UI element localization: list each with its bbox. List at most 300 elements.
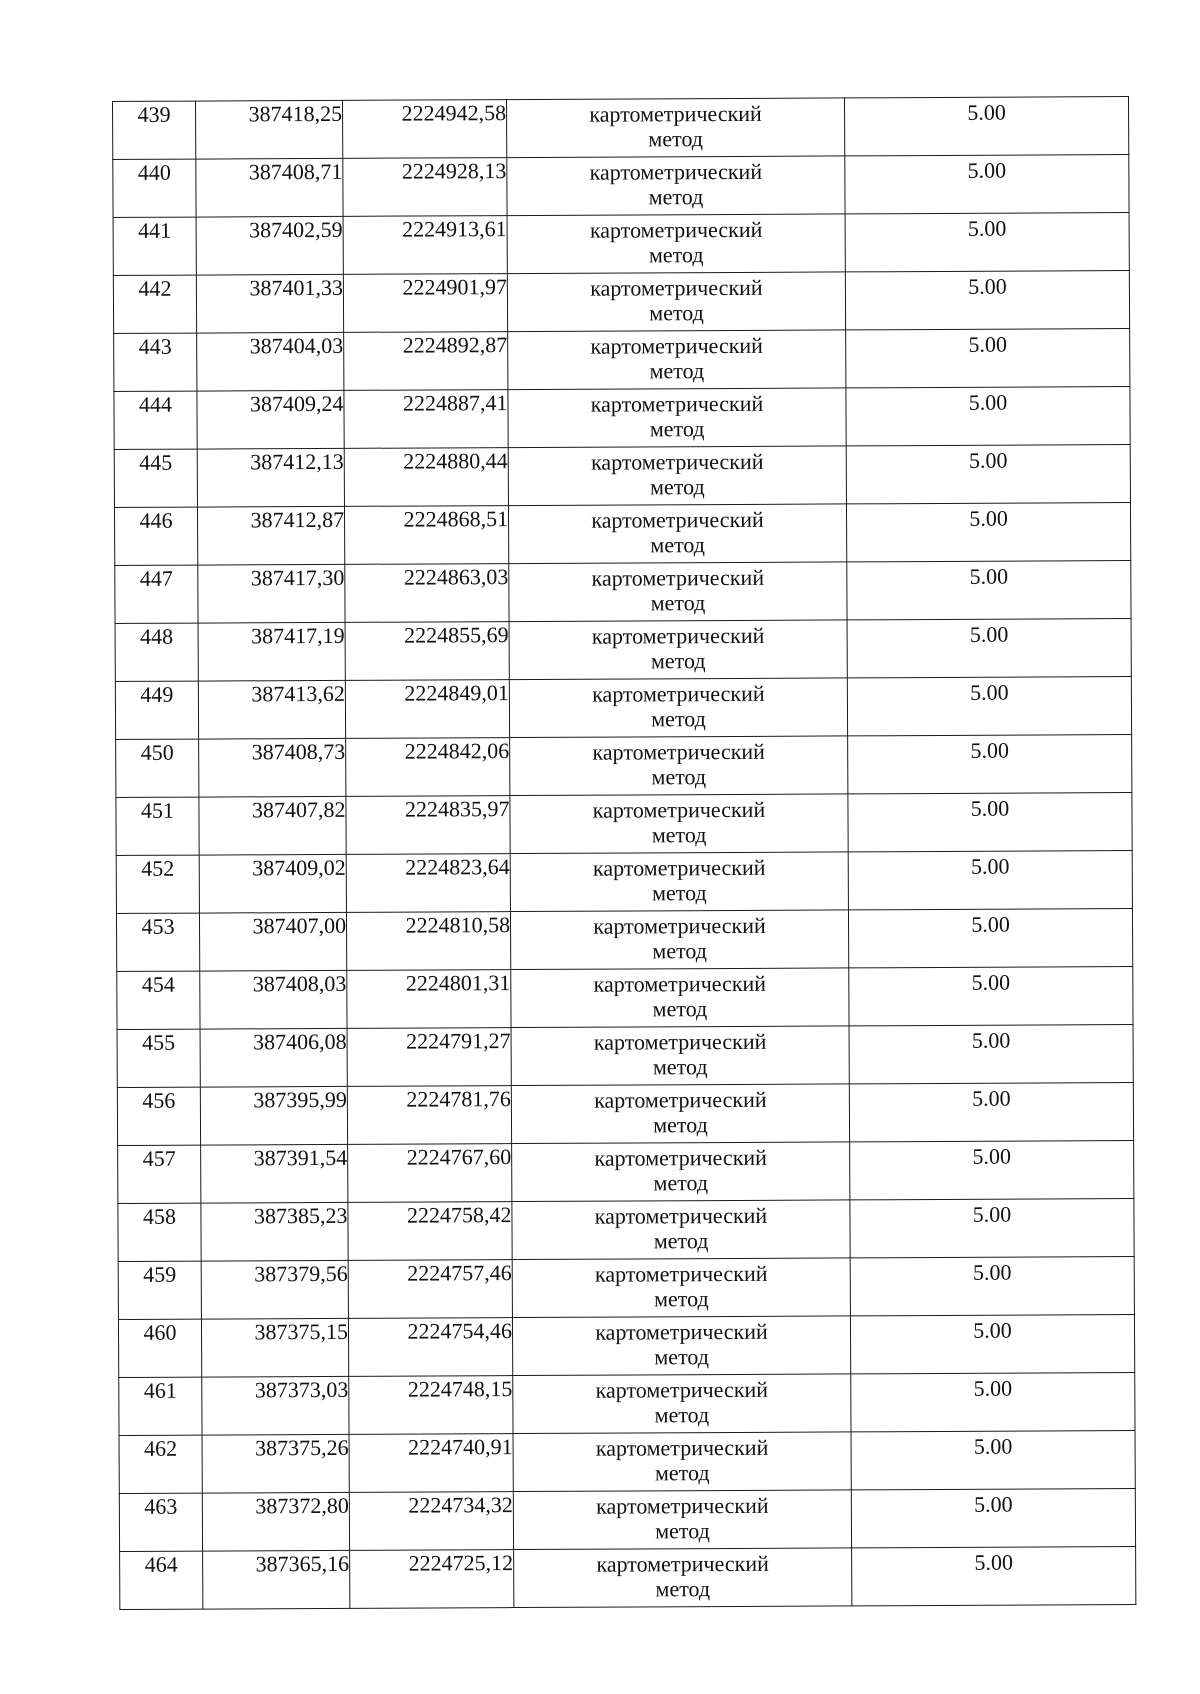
method-line-1: картометрический: [593, 970, 767, 997]
y-coordinate: 2224849,01: [404, 680, 509, 706]
point-number-cell: [116, 913, 199, 971]
table-row: [116, 851, 1132, 914]
x-coordinate-cell: [197, 332, 344, 391]
accuracy-value: 5.00: [972, 1085, 1011, 1111]
method-line-1: картометрический: [592, 854, 766, 881]
y-coordinate: 2224758,42: [406, 1202, 512, 1228]
y-coordinate: 2224801,31: [405, 970, 511, 996]
x-coordinate-cell: [196, 274, 343, 333]
y-coordinate: 2224835,97: [404, 796, 510, 822]
point-number-cell: [114, 507, 197, 565]
x-coordinate-cell: [199, 912, 346, 971]
method-cell: [512, 1200, 850, 1260]
y-coordinate-cell: [345, 564, 509, 623]
accuracy-cell: [848, 909, 1132, 968]
accuracy-cell: [847, 561, 1131, 620]
point-number: 456: [142, 1087, 176, 1113]
point-number-cell: [120, 1551, 203, 1609]
point-number-cell: [116, 797, 199, 855]
accuracy-cell: [848, 851, 1132, 910]
y-coordinate: 2224868,51: [403, 506, 509, 532]
y-coordinate: 2224913,61: [402, 216, 507, 242]
table-row: [117, 1083, 1133, 1146]
point-number-cell: [118, 1261, 201, 1319]
y-coordinate: 2224863,03: [403, 564, 509, 590]
table-row: [119, 1431, 1135, 1494]
point-number-cell: [118, 1319, 201, 1377]
accuracy-value: 5.00: [971, 969, 1011, 995]
point-number-cell: [118, 1203, 201, 1261]
x-coordinate: 387401,33: [249, 274, 343, 301]
y-coordinate-cell: [349, 1376, 513, 1435]
accuracy-cell: [849, 967, 1133, 1026]
table-row: [115, 677, 1131, 740]
x-coordinate-cell: [200, 1028, 347, 1087]
x-coordinate: 387406,08: [253, 1028, 347, 1055]
x-coordinate: 387407,00: [252, 912, 347, 939]
point-number: 461: [143, 1377, 177, 1403]
accuracy-cell: [849, 1025, 1133, 1084]
x-coordinate-cell: [203, 1550, 350, 1609]
accuracy-cell: [844, 97, 1128, 156]
point-number-cell: [119, 1435, 202, 1493]
x-coordinate: 387395,99: [253, 1086, 347, 1113]
x-coordinate-cell: [198, 564, 345, 623]
point-number: 440: [137, 159, 171, 185]
y-coordinate-cell: [347, 1086, 511, 1145]
accuracy-value: 5.00: [973, 1317, 1012, 1343]
x-coordinate: 387412,13: [250, 448, 344, 475]
method-line-2: метод: [653, 1170, 709, 1196]
method-line-2: метод: [655, 1576, 711, 1602]
method-line-2: метод: [655, 1518, 710, 1544]
point-number: 454: [141, 971, 175, 997]
y-coordinate: 2224901,97: [402, 274, 507, 300]
accuracy-cell: [845, 213, 1129, 272]
method-line-2: метод: [650, 532, 706, 558]
method-line-1: картометрический: [594, 1202, 768, 1229]
method-line-2: метод: [648, 242, 704, 268]
point-number-cell: [117, 1087, 200, 1145]
point-number-cell: [116, 739, 199, 797]
method-cell: [508, 388, 846, 448]
y-coordinate: 2224748,15: [407, 1376, 513, 1402]
y-coordinate-cell: [347, 1028, 511, 1087]
method-line-2: метод: [654, 1460, 710, 1486]
y-coordinate-cell: [345, 680, 509, 739]
table-row: [120, 1547, 1136, 1610]
method-line-1: картометрический: [595, 1376, 769, 1403]
accuracy-value: 5.00: [971, 1027, 1011, 1053]
table-row: [113, 97, 1129, 160]
method-line-2: метод: [650, 590, 706, 616]
table-row: [118, 1199, 1134, 1262]
method-line-1: картометрический: [589, 100, 762, 127]
method-line-2: метод: [651, 764, 707, 790]
accuracy-cell: [848, 735, 1132, 794]
method-line-2: метод: [652, 880, 707, 906]
method-line-1: картометрический: [595, 1318, 768, 1345]
point-number-cell: [113, 275, 196, 333]
accuracy-value: 5.00: [970, 795, 1010, 821]
method-line-1: картометрический: [590, 390, 764, 417]
accuracy-cell: [847, 677, 1131, 736]
accuracy-value: 5.00: [972, 1143, 1011, 1169]
table-row: [116, 735, 1132, 798]
table-row: [118, 1315, 1134, 1378]
x-coordinate-cell: [197, 506, 344, 565]
method-cell: [512, 1316, 850, 1376]
accuracy-cell: [849, 1083, 1133, 1142]
accuracy-value: 5.00: [974, 1549, 1013, 1575]
point-number: 452: [141, 855, 175, 881]
method-line-1: картометрический: [592, 738, 765, 765]
y-coordinate: 2224757,46: [407, 1260, 512, 1286]
y-coordinate: 2224823,64: [405, 854, 510, 880]
x-coordinate-cell: [199, 738, 346, 797]
point-number: 463: [144, 1493, 178, 1519]
x-coordinate: 387379,56: [254, 1260, 348, 1287]
accuracy-value: 5.00: [970, 737, 1009, 763]
table-row: [118, 1141, 1134, 1204]
accuracy-value: 5.00: [967, 99, 1006, 125]
x-coordinate: 387409,02: [252, 854, 346, 881]
point-number: 439: [137, 101, 171, 127]
y-coordinate: 2224887,41: [402, 390, 508, 416]
accuracy-cell: [850, 1257, 1134, 1316]
accuracy-cell: [851, 1431, 1135, 1490]
accuracy-value: 5.00: [970, 853, 1010, 879]
accuracy-value: 5.00: [967, 215, 1007, 241]
point-number-cell: [113, 159, 196, 217]
method-cell: [511, 968, 849, 1028]
point-number: 458: [142, 1203, 177, 1229]
accuracy-cell: [846, 387, 1130, 446]
table-row: [113, 213, 1129, 276]
method-line-2: метод: [650, 648, 706, 674]
method-cell: [514, 1548, 852, 1608]
point-number-cell: [119, 1493, 202, 1551]
accuracy-cell: [851, 1373, 1135, 1432]
point-number: 459: [143, 1261, 177, 1287]
point-number-cell: [114, 333, 197, 391]
method-line-2: метод: [648, 184, 704, 210]
x-coordinate-cell: [198, 622, 345, 681]
table-row: [117, 1025, 1133, 1088]
x-coordinate: 387408,73: [251, 738, 346, 765]
accuracy-cell: [846, 503, 1130, 562]
method-line-1: картометрический: [590, 448, 764, 475]
method-cell: [513, 1374, 851, 1434]
point-number-cell: [117, 1029, 200, 1087]
x-coordinate-cell: [202, 1434, 349, 1493]
accuracy-value: 5.00: [969, 621, 1009, 647]
y-coordinate-cell: [348, 1202, 512, 1261]
accuracy-value: 5.00: [972, 1259, 1012, 1285]
x-coordinate-cell: [196, 216, 343, 275]
method-cell: [507, 156, 845, 216]
x-coordinate-cell: [197, 448, 344, 507]
table-row: [115, 561, 1131, 624]
x-coordinate: 387417,19: [251, 622, 345, 649]
method-line-2: метод: [649, 416, 705, 442]
accuracy-cell: [846, 445, 1130, 504]
method-cell: [510, 794, 848, 854]
method-line-1: картометрический: [596, 1550, 769, 1577]
accuracy-value: 5.00: [968, 447, 1008, 473]
accuracy-cell: [846, 329, 1130, 388]
point-number-cell: [115, 623, 198, 681]
table-row: [115, 619, 1131, 682]
accuracy-cell: [850, 1141, 1134, 1200]
method-line-1: картометрический: [592, 680, 765, 707]
y-coordinate: 2224928,13: [401, 158, 507, 184]
method-cell: [509, 620, 847, 680]
point-number-cell: [113, 101, 196, 159]
method-cell: [513, 1432, 851, 1492]
y-coordinate-cell: [348, 1144, 512, 1203]
point-number: 462: [144, 1435, 178, 1461]
method-line-1: картометрический: [591, 622, 765, 649]
method-line-2: метод: [653, 1112, 708, 1138]
table-row: [119, 1373, 1135, 1436]
accuracy-cell: [845, 155, 1129, 214]
y-coordinate-cell: [347, 970, 511, 1029]
y-coordinate-cell: [350, 1550, 514, 1609]
point-number: 455: [142, 1029, 176, 1055]
method-line-2: метод: [649, 358, 705, 384]
method-cell: [512, 1142, 850, 1202]
y-coordinate-cell: [343, 274, 507, 333]
y-coordinate-cell: [348, 1260, 512, 1319]
x-coordinate: 387408,03: [252, 970, 347, 997]
method-line-1: картометрический: [594, 1086, 767, 1113]
method-line-1: картометрический: [596, 1492, 769, 1519]
x-coordinate: 387407,82: [251, 796, 346, 823]
x-coordinate: 387385,23: [253, 1202, 348, 1229]
x-coordinate: 387365,16: [255, 1550, 350, 1577]
y-coordinate: 2224725,12: [408, 1550, 514, 1576]
y-coordinate: 2224734,32: [408, 1492, 513, 1518]
method-line-1: картометрический: [594, 1260, 768, 1287]
point-number-cell: [115, 565, 198, 623]
method-line-2: метод: [654, 1402, 710, 1428]
accuracy-value: 5.00: [969, 505, 1008, 531]
x-coordinate: 387372,80: [255, 1492, 349, 1519]
method-line-2: метод: [650, 474, 705, 500]
method-cell: [511, 1084, 849, 1144]
accuracy-value: 5.00: [974, 1491, 1013, 1517]
accuracy-cell: [848, 793, 1132, 852]
accuracy-value: 5.00: [973, 1433, 1013, 1459]
table-row: [119, 1489, 1135, 1552]
y-coordinate-cell: [346, 854, 510, 913]
y-coordinate-cell: [345, 622, 509, 681]
method-line-2: метод: [654, 1344, 709, 1370]
table-row: [113, 155, 1129, 218]
accuracy-value: 5.00: [972, 1201, 1012, 1227]
x-coordinate: 387412,87: [250, 506, 345, 533]
method-line-1: картометрический: [591, 564, 765, 591]
table-row: [118, 1257, 1134, 1320]
method-line-1: картометрический: [590, 274, 763, 301]
x-coordinate: 387409,24: [249, 390, 344, 417]
table-row: [114, 503, 1130, 566]
point-number-cell: [114, 449, 197, 507]
method-line-2: метод: [649, 300, 704, 326]
y-coordinate: 2224842,06: [404, 738, 510, 764]
method-cell: [508, 446, 846, 506]
x-coordinate-cell: [196, 100, 343, 159]
table-row: [114, 329, 1130, 392]
accuracy-value: 5.00: [967, 157, 1007, 183]
method-line-1: картометрический: [589, 158, 763, 185]
method-line-1: картометрический: [590, 332, 763, 359]
method-line-1: картометрический: [595, 1434, 769, 1461]
x-coordinate: 387418,25: [248, 100, 343, 127]
method-cell: [506, 98, 844, 158]
method-line-1: картометрический: [593, 912, 766, 939]
method-cell: [508, 330, 846, 390]
method-cell: [510, 910, 848, 970]
table-row: [116, 793, 1132, 856]
point-number: 441: [138, 217, 172, 243]
x-coordinate: 387404,03: [249, 332, 344, 359]
x-coordinate: 387375,15: [254, 1318, 349, 1345]
method-line-2: метод: [648, 126, 704, 152]
y-coordinate: 2224942,58: [401, 100, 507, 126]
method-cell: [509, 562, 847, 622]
method-cell: [512, 1258, 850, 1318]
point-number-cell: [117, 971, 200, 1029]
point-number: 460: [143, 1319, 177, 1345]
y-coordinate: 2224781,76: [406, 1086, 511, 1112]
point-number: 444: [138, 391, 173, 417]
accuracy-value: 5.00: [971, 911, 1010, 937]
y-coordinate-cell: [343, 158, 507, 217]
x-coordinate-cell: [197, 390, 344, 449]
accuracy-cell: [845, 271, 1129, 330]
table-row: [114, 445, 1130, 508]
method-cell: [511, 1026, 849, 1086]
coordinates-table: [112, 96, 1136, 1610]
method-line-2: метод: [652, 1054, 708, 1080]
method-cell: [509, 678, 847, 738]
x-coordinate-cell: [198, 680, 345, 739]
y-coordinate: 2224791,27: [406, 1028, 511, 1054]
method-line-2: метод: [652, 938, 708, 964]
x-coordinate-cell: [201, 1144, 348, 1203]
x-coordinate-cell: [201, 1202, 348, 1261]
accuracy-value: 5.00: [968, 389, 1008, 415]
y-coordinate: 2224810,58: [405, 912, 511, 938]
point-number-cell: [119, 1377, 202, 1435]
accuracy-value: 5.00: [973, 1375, 1013, 1401]
y-coordinate-cell: [346, 912, 510, 971]
point-number: 445: [139, 449, 173, 475]
point-number-cell: [115, 681, 198, 739]
point-number: 457: [142, 1145, 176, 1171]
table-row: [116, 909, 1132, 972]
x-coordinate-cell: [199, 796, 346, 855]
point-number-cell: [114, 391, 197, 449]
x-coordinate-cell: [196, 158, 343, 217]
x-coordinate-cell: [201, 1260, 348, 1319]
point-number-cell: [113, 217, 196, 275]
method-line-1: картометрический: [589, 216, 763, 243]
point-number: 443: [138, 333, 172, 359]
accuracy-cell: [851, 1489, 1135, 1548]
method-line-1: картометрический: [592, 796, 766, 823]
x-coordinate-cell: [200, 1086, 347, 1145]
point-number: 442: [138, 275, 172, 301]
method-cell: [513, 1490, 851, 1550]
point-number: 450: [140, 739, 174, 765]
accuracy-cell: [850, 1315, 1134, 1374]
point-number: 447: [139, 565, 173, 591]
point-number: 451: [140, 797, 175, 823]
method-cell: [510, 736, 848, 796]
point-number-cell: [116, 855, 199, 913]
method-line-1: картометрический: [593, 1028, 767, 1055]
x-coordinate-cell: [200, 970, 347, 1029]
x-coordinate: 387417,30: [250, 564, 345, 591]
table-body: [113, 97, 1136, 1610]
method-line-2: метод: [654, 1286, 709, 1312]
y-coordinate-cell: [346, 738, 510, 797]
y-coordinate-cell: [344, 332, 508, 391]
y-coordinate-cell: [343, 216, 507, 275]
accuracy-cell: [850, 1199, 1134, 1258]
table-row: [117, 967, 1133, 1030]
y-coordinate: 2224855,69: [404, 622, 509, 648]
accuracy-cell: [852, 1547, 1136, 1606]
accuracy-cell: [847, 619, 1131, 678]
x-coordinate-cell: [202, 1492, 349, 1551]
x-coordinate-cell: [201, 1318, 348, 1377]
method-line-1: картометрический: [594, 1144, 767, 1171]
y-coordinate-cell: [344, 506, 508, 565]
point-number: 448: [140, 623, 174, 649]
method-cell: [510, 852, 848, 912]
accuracy-value: 5.00: [968, 273, 1007, 299]
x-coordinate: 387413,62: [251, 680, 345, 707]
x-coordinate: 387391,54: [253, 1144, 348, 1171]
method-cell: [507, 272, 845, 332]
y-coordinate-cell: [348, 1318, 512, 1377]
x-coordinate: 387373,03: [254, 1376, 349, 1403]
accuracy-value: 5.00: [970, 679, 1009, 705]
x-coordinate: 387375,26: [255, 1434, 349, 1461]
x-coordinate: 387402,59: [249, 216, 343, 243]
y-coordinate-cell: [344, 390, 508, 449]
method-line-2: метод: [651, 706, 706, 732]
method-line-2: метод: [653, 1228, 709, 1254]
point-number: 453: [141, 913, 175, 939]
method-cell: [507, 214, 845, 274]
y-coordinate-cell: [342, 100, 506, 159]
y-coordinate: 2224767,60: [406, 1144, 512, 1170]
y-coordinate: 2224880,44: [403, 448, 508, 474]
accuracy-value: 5.00: [969, 563, 1009, 589]
y-coordinate: 2224754,46: [407, 1318, 513, 1344]
method-line-1: картометрический: [591, 506, 764, 533]
table-row: [114, 387, 1130, 450]
table-row: [113, 271, 1129, 334]
point-number: 464: [144, 1551, 178, 1577]
y-coordinate-cell: [349, 1492, 513, 1551]
x-coordinate-cell: [202, 1376, 349, 1435]
